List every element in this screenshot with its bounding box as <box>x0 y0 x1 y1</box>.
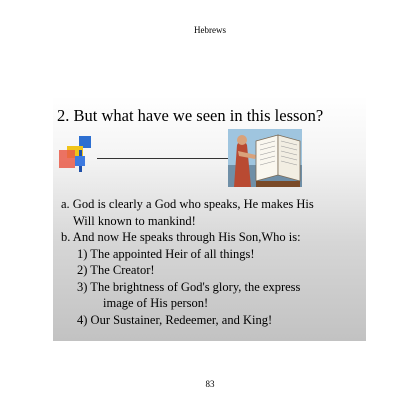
subpoint-3-line-1: 3) The brightness of God's glory, the express <box>77 279 301 294</box>
scripture-book-illustration <box>228 129 302 187</box>
point-a-line-2: Will known to mankind! <box>73 213 196 228</box>
page-header: Hebrews <box>194 25 226 35</box>
subpoint-4: 4) Our Sustainer, Redeemer, and King! <box>77 312 273 327</box>
point-b: b. And now He speaks through His Son,Who is: <box>61 230 301 244</box>
subpoint-2: 2) The Creator! <box>77 263 155 277</box>
slide-divider-line <box>97 158 247 159</box>
slide-content <box>61 196 361 328</box>
decorative-squares-graphic <box>59 136 99 172</box>
page-number: 83 <box>205 379 215 389</box>
subpoint-1: 1) The appointed Heir of all things! <box>77 246 255 261</box>
lesson-slide <box>53 96 366 341</box>
point-a-line-1: a. God is clearly a God who speaks, He makes His <box>61 197 314 211</box>
subpoint-3-line-2: image of His person! <box>103 296 209 310</box>
slide-title: 2. But what have we seen in this lesson? <box>57 106 324 125</box>
